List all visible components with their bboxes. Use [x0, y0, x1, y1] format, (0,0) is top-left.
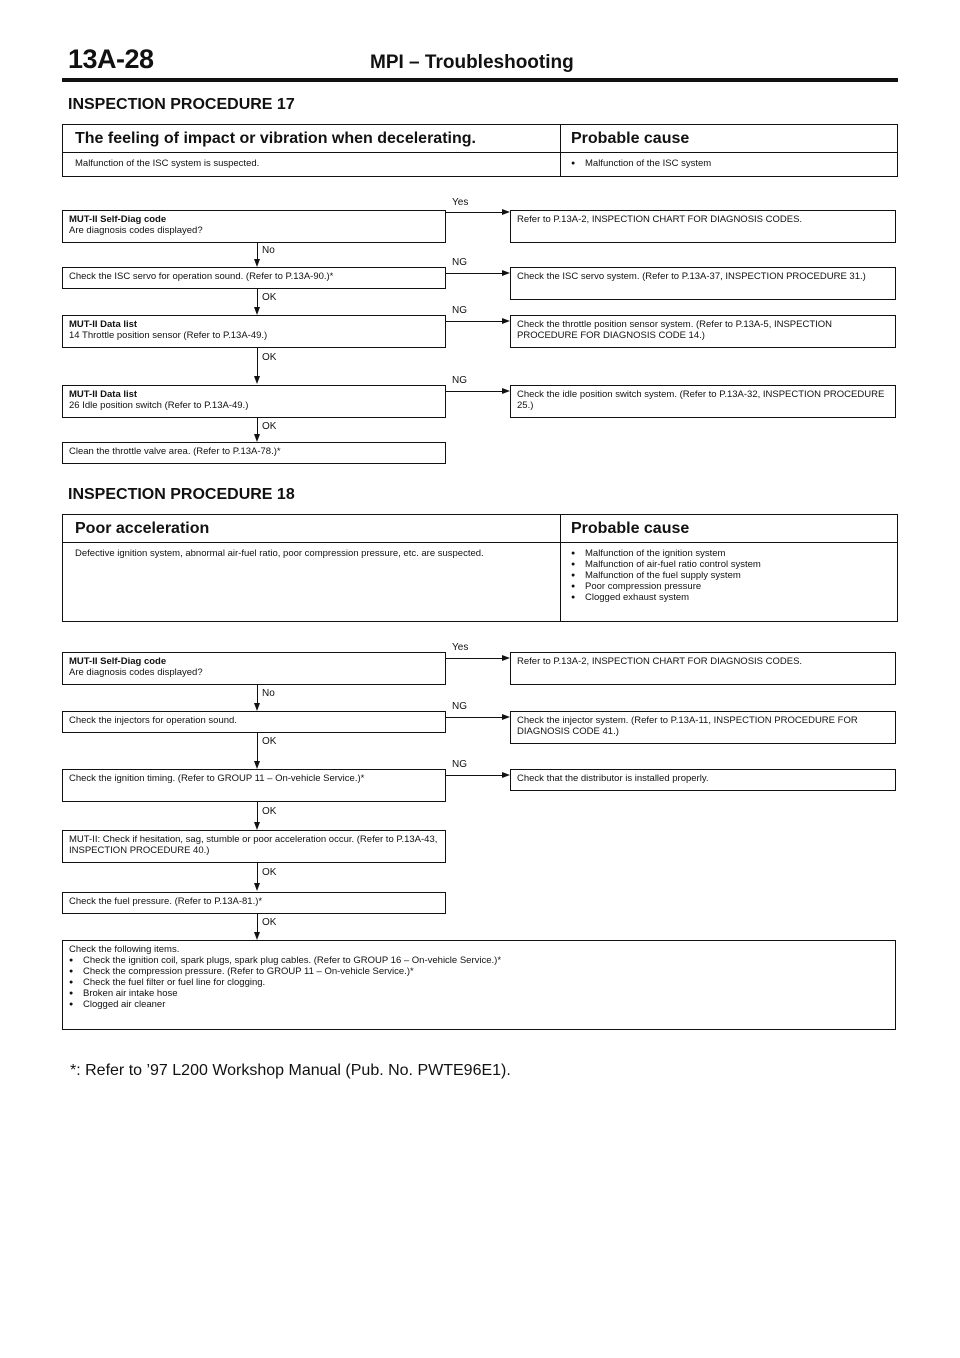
arrow-right-icon: [502, 209, 510, 215]
table-divider: [560, 125, 561, 177]
cause-item: ● Clogged exhaust system: [571, 592, 891, 603]
flow-connector: [257, 863, 258, 885]
cause-list: [571, 548, 891, 603]
flow-connector: [257, 685, 258, 705]
arrow-right-icon: [502, 655, 510, 661]
cause-header: Probable cause: [571, 130, 690, 147]
branch-result-box: Check the idle position switch system. (Refer to P.13A-32, INSPECTION PROCEDURE 25.): [510, 385, 896, 418]
arrow-down-icon: [254, 376, 260, 384]
arrow-down-icon: [254, 434, 260, 442]
final-check-item: ● Check the ignition coil, spark plugs, spark plug cables. (Refer to GROUP 16 – On-vehicle Service.)*: [69, 955, 889, 966]
flow-connector: [446, 775, 502, 776]
header-rule: [62, 78, 898, 82]
flow-step-box: Check the injectors for operation sound.: [62, 711, 446, 733]
arrow-down-icon: [254, 703, 260, 711]
down-label: OK: [262, 352, 277, 363]
flow-step-box: MUT-II Self-Diag code Are diagnosis codes displayed?: [62, 210, 446, 243]
arrow-right-icon: [502, 714, 510, 720]
final-check-item: ● Clogged air cleaner: [69, 999, 889, 1010]
page-number: 13A-28: [68, 44, 154, 74]
cause-item: ● Malfunction of the ignition system: [571, 548, 891, 559]
table-divider: [63, 152, 898, 153]
final-check-item: ● Check the compression pressure. (Refer to GROUP 11 – On-vehicle Service.)*: [69, 966, 889, 977]
down-label: OK: [262, 736, 277, 747]
flow-step-box: Clean the throttle valve area. (Refer to P.13A-78.)*: [62, 442, 446, 464]
flow-connector: [446, 273, 502, 274]
symptom-header: The feeling of impact or vibration when decelerating.: [75, 130, 476, 147]
final-check-intro: Check the following items.: [69, 944, 180, 955]
procedure-18-title: INSPECTION PROCEDURE 18: [68, 486, 295, 503]
branch-result-box: Check the throttle position sensor system. (Refer to P.13A-5, INSPECTION PROCEDURE FOR DIAGNOSIS CODE 14.): [510, 315, 896, 348]
flow-connector: [257, 733, 258, 763]
flow-connector: [446, 391, 502, 392]
cause-header: Probable cause: [571, 520, 690, 537]
flow-step-box: MUT-II: Check if hesitation, sag, stumble or poor acceleration occur. (Refer to P.13A-43, INSPECTION PROCEDURE 40.): [62, 830, 446, 863]
arrow-down-icon: [254, 307, 260, 315]
branch-result-box: Refer to P.13A-2, INSPECTION CHART FOR DIAGNOSIS CODES.: [510, 210, 896, 243]
final-check-box: [62, 940, 896, 1030]
table-divider: [560, 515, 561, 622]
down-label: OK: [262, 421, 277, 432]
symptom-text: Defective ignition system, abnormal air-fuel ratio, poor compression pressure, etc. are suspected.: [75, 548, 484, 559]
table-divider: [63, 542, 898, 543]
branch-result-box: Check that the distributor is installed properly.: [510, 769, 896, 791]
arrow-down-icon: [254, 932, 260, 940]
down-label: OK: [262, 292, 277, 303]
branch-result-box: Check the injector system. (Refer to P.13A-11, INSPECTION PROCEDURE FOR DIAGNOSIS CODE 41.): [510, 711, 896, 744]
branch-label: Yes: [452, 197, 469, 208]
branch-result-box: Refer to P.13A-2, INSPECTION CHART FOR DIAGNOSIS CODES.: [510, 652, 896, 685]
down-label: OK: [262, 806, 277, 817]
down-label: No: [262, 688, 275, 699]
arrow-down-icon: [254, 822, 260, 830]
flow-connector: [446, 658, 502, 659]
procedure-17-table: [62, 124, 898, 177]
page-title: MPI – Troubleshooting: [370, 52, 574, 73]
cause-item: ● Malfunction of air-fuel ratio control system: [571, 559, 891, 570]
flow-step-box: Check the fuel pressure. (Refer to P.13A-81.)*: [62, 892, 446, 914]
final-check-item: ● Broken air intake hose: [69, 988, 889, 999]
flow-step-box: Check the ignition timing. (Refer to GROUP 11 – On-vehicle Service.)*: [62, 769, 446, 802]
procedure-18-table: [62, 514, 898, 622]
branch-label: NG: [452, 759, 467, 770]
down-label: No: [262, 245, 275, 256]
flow-connector: [257, 802, 258, 824]
down-label: OK: [262, 867, 277, 878]
cause-item: ● Malfunction of the ISC system: [571, 158, 891, 169]
branch-label: NG: [452, 701, 467, 712]
arrow-down-icon: [254, 883, 260, 891]
procedure-17-title: INSPECTION PROCEDURE 17: [68, 96, 295, 113]
branch-label: NG: [452, 257, 467, 268]
flow-connector: [446, 321, 502, 322]
flow-step-box: Check the ISC servo for operation sound. (Refer to P.13A-90.)*: [62, 267, 446, 289]
arrow-right-icon: [502, 270, 510, 276]
branch-result-box: Check the ISC servo system. (Refer to P.13A-37, INSPECTION PROCEDURE 31.): [510, 267, 896, 300]
symptom-header: Poor acceleration: [75, 520, 210, 537]
symptom-text: Malfunction of the ISC system is suspected.: [75, 158, 260, 169]
arrow-right-icon: [502, 318, 510, 324]
flow-step-box: MUT-II Data list 14 Throttle position sensor (Refer to P.13A-49.): [62, 315, 446, 348]
footnote: *: Refer to ’97 L200 Workshop Manual (Pub. No. PWTE96E1).: [70, 1062, 511, 1079]
flow-connector: [257, 289, 258, 309]
branch-label: NG: [452, 305, 467, 316]
flow-step-box: MUT-II Data list 26 Idle position switch (Refer to P.13A-49.): [62, 385, 446, 418]
flow-connector: [257, 348, 258, 378]
flow-connector: [446, 717, 502, 718]
flow-connector: [257, 914, 258, 934]
final-check-item: ● Check the fuel filter or fuel line for clogging.: [69, 977, 889, 988]
cause-item: ● Malfunction of the fuel supply system: [571, 570, 891, 581]
arrow-down-icon: [254, 761, 260, 769]
flow-step-box: MUT-II Self-Diag code Are diagnosis codes displayed?: [62, 652, 446, 685]
down-label: OK: [262, 917, 277, 928]
arrow-right-icon: [502, 772, 510, 778]
arrow-down-icon: [254, 259, 260, 267]
cause-list: [571, 158, 891, 169]
branch-label: NG: [452, 375, 467, 386]
arrow-right-icon: [502, 388, 510, 394]
flow-connector: [446, 212, 502, 213]
branch-label: Yes: [452, 642, 469, 653]
cause-item: ● Poor compression pressure: [571, 581, 891, 592]
